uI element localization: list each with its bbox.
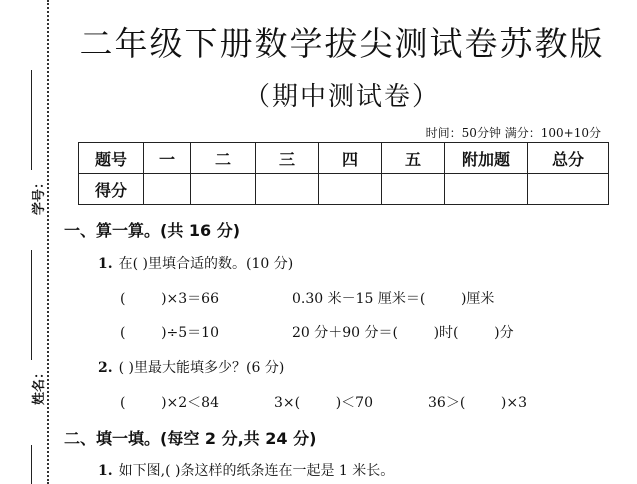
score-cell[interactable] <box>382 174 445 205</box>
score-row-label: 得分 <box>79 174 144 205</box>
inequality: 36＞( )×3 <box>428 395 527 411</box>
question-text: ( )里最大能填多少？(6 分) <box>118 360 285 376</box>
section-title-2: 二、填一填。(每空 2 分,共 24 分) <box>64 429 317 448</box>
exam-meta: 时间：50分钟 满分：100+10分 <box>425 126 601 140</box>
score-table <box>78 142 609 205</box>
xingming-underline <box>31 250 32 360</box>
question-2 <box>98 357 284 377</box>
question-1 <box>98 253 293 273</box>
page-title: 二年级下册数学拔尖测试卷苏教版 <box>79 24 605 63</box>
question-number: 2. <box>98 360 113 376</box>
xuehao-label: 学号： <box>32 175 48 216</box>
score-cell[interactable] <box>191 174 256 205</box>
question-3 <box>98 460 394 480</box>
score-header-cell: 一 <box>144 143 191 174</box>
equation: 20 分＋90 分＝( )时( )分 <box>292 325 514 341</box>
score-cell[interactable] <box>319 174 382 205</box>
question-number: 1. <box>98 463 113 479</box>
score-cell[interactable] <box>528 174 609 205</box>
score-header-cell: 三 <box>256 143 319 174</box>
section-title-1: 一、算一算。(共 16 分) <box>64 221 241 240</box>
equation: ( )×3＝66 <box>120 291 219 307</box>
inequality: ( )×2＜84 <box>120 395 219 411</box>
score-header-cell: 总分 <box>528 143 609 174</box>
question-text: 在( )里填合适的数。(10 分) <box>118 256 294 272</box>
question-number: 1. <box>98 256 113 272</box>
score-header-cell: 五 <box>382 143 445 174</box>
score-cell[interactable] <box>445 174 528 205</box>
equation: 0.30 米－15 厘米＝( )厘米 <box>292 291 495 307</box>
xuehao-underline <box>31 70 32 170</box>
score-header-cell: 题号 <box>79 143 144 174</box>
score-header-cell: 四 <box>319 143 382 174</box>
question-text: 如下图,( )条这样的纸条连在一起是 1 米长。 <box>118 463 395 479</box>
page-subtitle: （期中测试卷） <box>243 82 440 112</box>
inequality: 3×( )＜70 <box>274 395 373 411</box>
score-header-cell: 二 <box>191 143 256 174</box>
binding-margin-line <box>47 0 49 484</box>
class-underline <box>31 445 32 484</box>
score-cell[interactable] <box>144 174 191 205</box>
xingming-label: 姓名： <box>32 365 48 406</box>
score-header-cell: 附加题 <box>445 143 528 174</box>
equation: ( )÷5＝10 <box>120 325 219 341</box>
score-table-score-row <box>79 174 609 205</box>
score-cell[interactable] <box>256 174 319 205</box>
score-table-header-row <box>79 143 609 174</box>
